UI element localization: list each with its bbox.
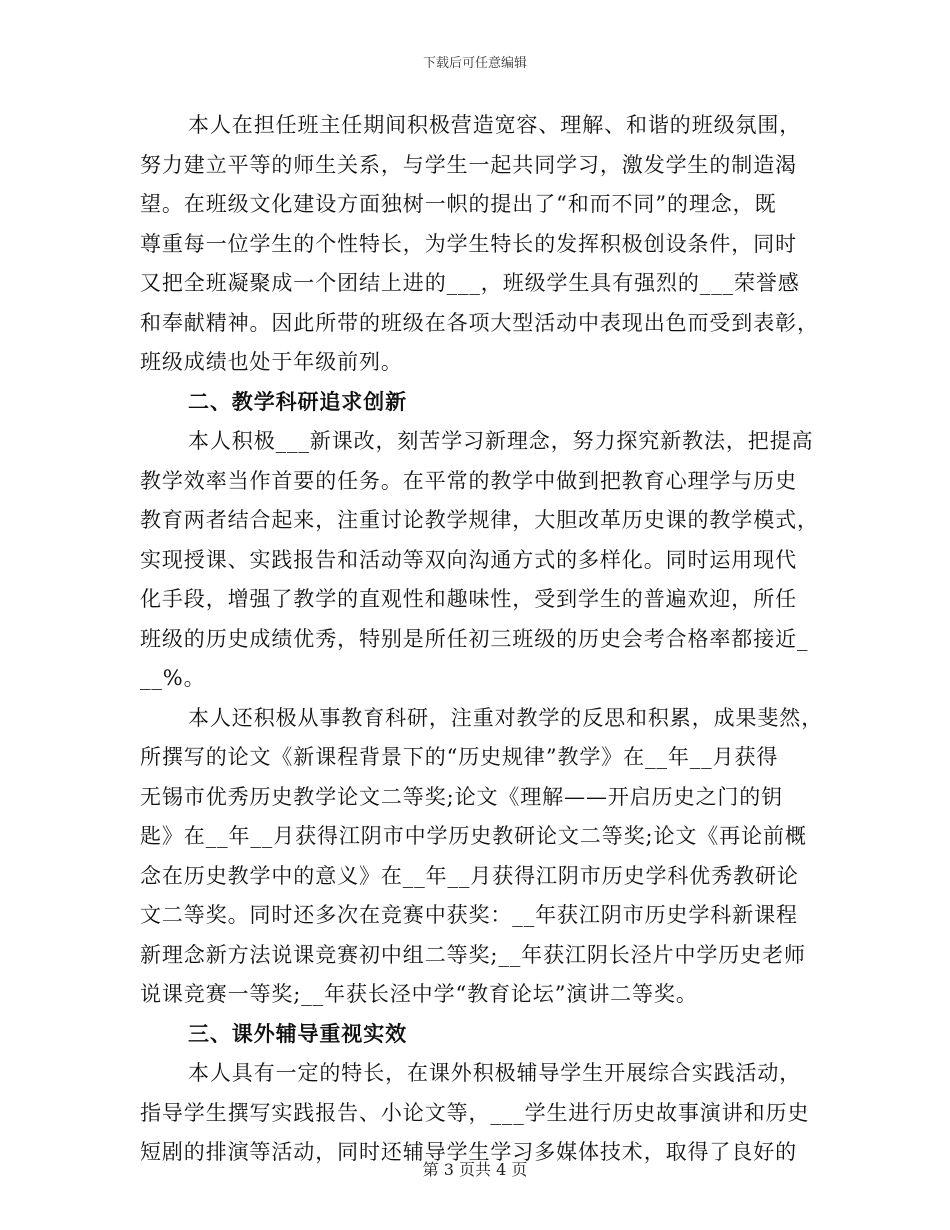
paragraph-line: 教育两者结合起来，注重讨论教学规律，大胆改革历史课的教学模式， (140, 508, 819, 532)
paragraph-line: 说课竞赛一等奖;__年获长泾中学“教育论坛”演讲二等奖。 (140, 982, 698, 1006)
paragraph-line: 教学效率当作首要的任务。在平常的教学中做到把教育心理学与历史 (140, 468, 797, 493)
paragraph-line: 本人还积极从事教育科研，注重对教学的反思和积累，成果斐然， (188, 705, 824, 730)
page-number-footer: 第 3 页共 4 页 (422, 1160, 528, 1179)
paragraph-line: 尊重每一位学生的个性特长，为学生特长的发挥积极创设条件，同时 (140, 231, 797, 256)
paragraph-line: 和奉献精神。因此所带的班级在各项大型活动中表现出色而受到表彰， (140, 310, 819, 335)
section-heading: 三、课外辅导重视实效 (188, 1021, 407, 1046)
paragraph-line: 本人积极___新课改，刻苦学习新理念，努力探究新教法，把提高 (188, 429, 814, 453)
paragraph-line: 指导学生撰写实践报告、小论文等，___学生进行历史故事演讲和历史 (140, 1100, 810, 1125)
section-heading: 二、教学科研追求创新 (188, 389, 407, 414)
paragraph-line: 望。在班级文化建设方面独树一帜的提出了“和而不同”的理念，既 (140, 192, 777, 216)
paragraph-line: 念在历史教学中的意义》在__年__月获得江阴市历史学科优秀教研论 (140, 863, 799, 888)
paragraph-line: 努力建立平等的师生关系，与学生一起共同学习，激发学生的制造渴 (140, 152, 797, 177)
paragraph-line: 实现授课、实践报告和活动等双向沟通方式的多样化。同时运用现代 (140, 547, 797, 572)
paragraph-line: __%。 (140, 666, 206, 690)
paragraph-line: 无锡市优秀历史教学论文二等奖;论文《理解——开启历史之门的钥 (140, 784, 784, 809)
document-body (140, 106, 824, 1173)
paragraph-line: 短剧的排演等活动，同时还辅导学生学习多媒体技术，取得了良好的 (140, 1140, 797, 1164)
paragraph-line: 本人在担任班主任期间积极营造宽容、理解、和谐的班级氛围， (188, 113, 802, 137)
paragraph-line: 化手段，增强了教学的直观性和趣味性，受到学生的普遍欢迎，所任 (140, 587, 797, 611)
paragraph-line: 匙》在__年__月获得江阴市中学历史教研论文二等奖;论文《再论前概 (140, 824, 807, 848)
paragraph-line: 所撰写的论文《新课程背景下的“历史规律”教学》在__年__月获得 (140, 745, 779, 769)
paragraph-line: 班级的历史成绩优秀，特别是所任初三班级的历史会考合格率都接近_ (140, 626, 809, 651)
paragraph-line: 文二等奖。同时还多次在竞赛中获奖：__年获江阴市历史学科新课程 (140, 903, 798, 927)
paragraph-line: 本人具有一定的特长，在课外积极辅导学生开展综合实践活动， (188, 1061, 802, 1085)
paragraph-line: 又把全班凝聚成一个团结上进的___，班级学生具有强烈的___荣誉感 (140, 271, 800, 295)
page-header: 下载后可任意编辑 (422, 56, 527, 71)
paragraph-line: 新理念新方法说课竞赛初中组二等奖;__年获江阴长泾片中学历史老师 (140, 942, 806, 967)
paragraph-line: 班级成绩也处于年级前列。 (140, 350, 403, 374)
